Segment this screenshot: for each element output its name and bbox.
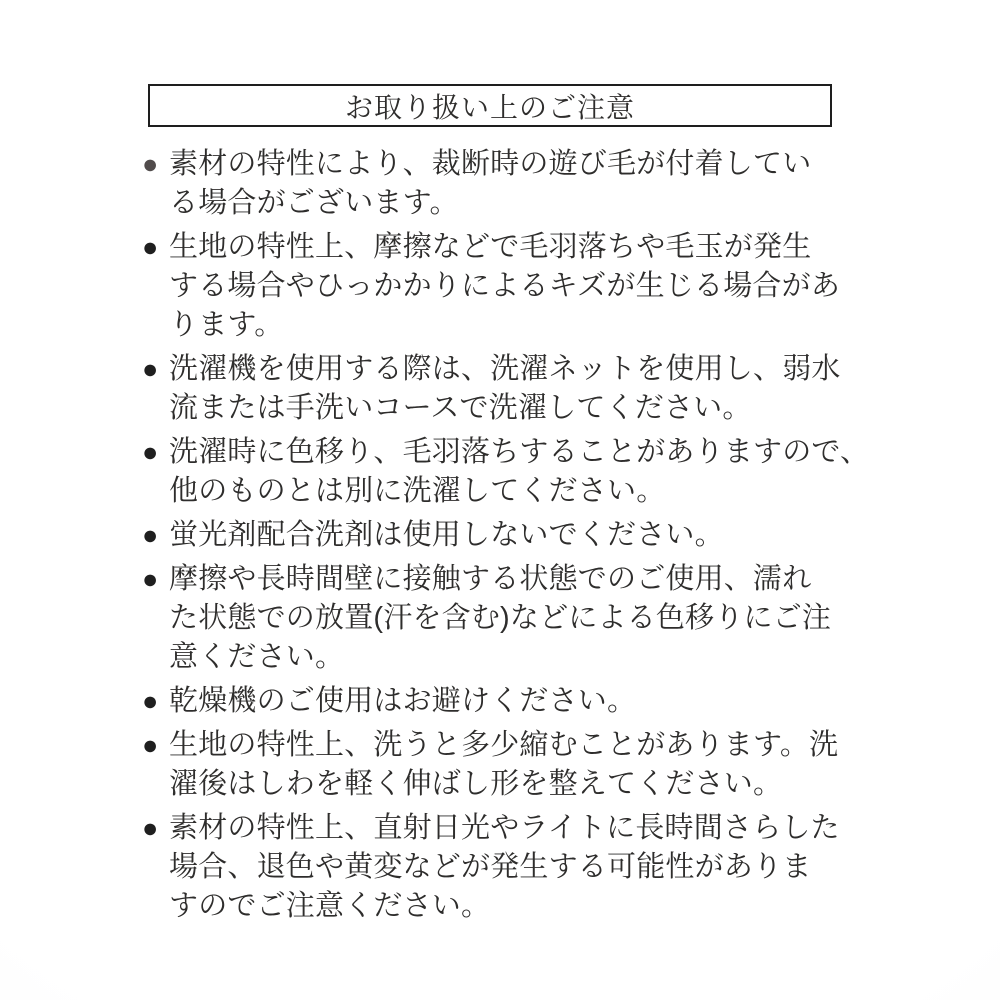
precaution-text-line: する場合やひっかかりによるキズが生じる場合があ xyxy=(169,270,841,302)
bullet-icon: ● xyxy=(142,437,159,467)
precaution-text xyxy=(169,726,887,804)
bullet-icon: ● xyxy=(142,149,159,179)
precaution-text-line: 他のものとは別に洗濯してください。 xyxy=(169,475,666,507)
bullet-icon: ● xyxy=(142,354,159,384)
care-label-page xyxy=(142,84,887,931)
bullet-icon: ● xyxy=(142,813,159,843)
list-item xyxy=(142,726,887,804)
precaution-text-line: 蛍光剤配合洗剤は使用しないでください。 xyxy=(169,519,724,551)
precaution-text xyxy=(169,560,887,677)
precaution-text xyxy=(169,350,887,428)
precaution-text xyxy=(169,145,887,223)
bullet-icon: ● xyxy=(142,232,159,262)
precaution-text xyxy=(169,516,887,555)
list-item xyxy=(142,560,887,677)
precaution-text-line: 摩擦や長時間壁に接触する状態でのご使用、濡れ xyxy=(169,563,812,595)
list-item xyxy=(142,228,887,345)
bullet-icon: ● xyxy=(142,686,159,716)
precaution-text-line: 素材の特性上、直射日光やライトに長時間さらした xyxy=(169,812,840,844)
precaution-text-line: る場合がございます。 xyxy=(169,187,459,219)
precaution-list xyxy=(142,145,887,926)
precaution-text-line: 意ください。 xyxy=(169,641,345,673)
precaution-text-line: た状態での放置(汗を含む)などによる色移りにご注 xyxy=(169,602,832,634)
precaution-text-line: 流または手洗いコースで洗濯してください。 xyxy=(169,392,752,424)
precaution-text xyxy=(169,433,887,511)
precaution-text-line: 生地の特性上、摩擦などで毛羽落ちや毛玉が発生 xyxy=(169,231,812,263)
precaution-text-line: 生地の特性上、洗うと多少縮むことがあります。洗 xyxy=(169,729,839,761)
precaution-text xyxy=(169,809,887,926)
list-item xyxy=(142,809,887,926)
list-item xyxy=(142,516,887,555)
bullet-icon: ● xyxy=(142,564,159,594)
precaution-text-line: ります。 xyxy=(169,309,284,341)
precaution-text-line: 洗濯時に色移り、毛羽落ちすることがありますので、 xyxy=(169,436,870,468)
list-item xyxy=(142,145,887,223)
precaution-text-line: 洗濯機を使用する際は、洗濯ネットを使用し、弱水 xyxy=(169,353,841,385)
bullet-icon: ● xyxy=(142,730,159,760)
bullet-icon: ● xyxy=(142,520,159,550)
list-item xyxy=(142,350,887,428)
precaution-text-line: 場合、退色や黄変などが発生する可能性がありま xyxy=(169,851,812,883)
precaution-text xyxy=(169,228,887,345)
list-item xyxy=(142,433,887,511)
precaution-text xyxy=(169,682,887,721)
notice-title: お取り扱い上のご注意 xyxy=(344,91,635,123)
list-item xyxy=(142,682,887,721)
precaution-text-line: 濯後はしわを軽く伸ばし形を整えてください。 xyxy=(169,768,783,800)
notice-title-box xyxy=(148,84,832,127)
precaution-text-line: すのでご注意ください。 xyxy=(169,890,491,922)
precaution-text-line: 乾燥機のご使用はお避けください。 xyxy=(169,685,637,717)
precaution-text-line: 素材の特性により、裁断時の遊び毛が付着してい xyxy=(169,148,812,180)
